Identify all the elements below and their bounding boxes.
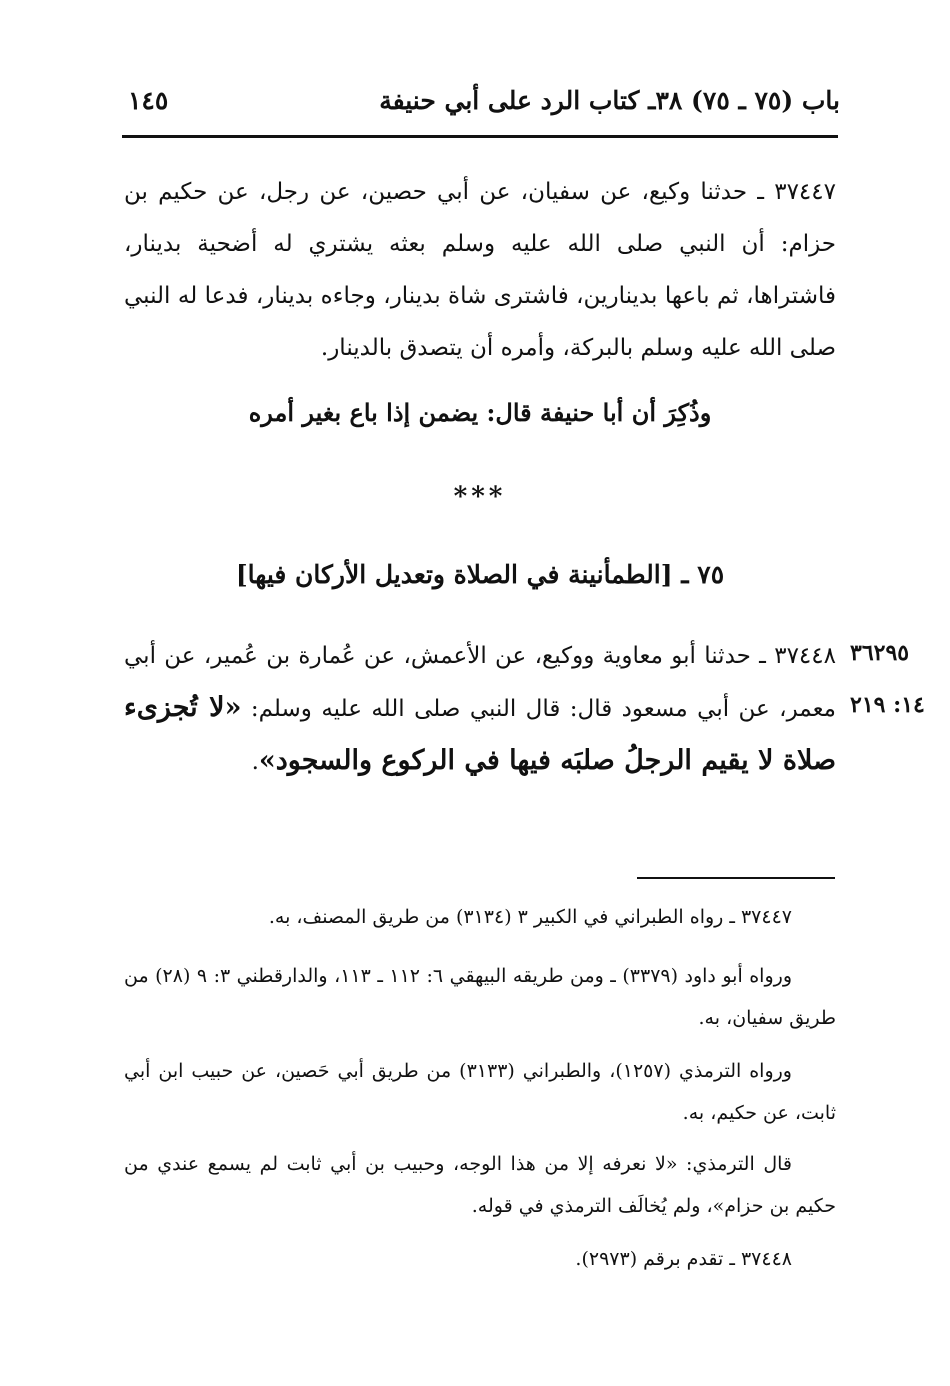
hadith-intro: ٣٧٤٤٨ ـ حدثنا أبو معاوية ووكيع، عن الأعمش، عن عُمارة بن عُمير، عن أبي معمر، عن أبي مسعود قال: قال النبي صلى الله عليه وسلم:	[124, 643, 836, 722]
footnote-5: ٣٧٤٤٨ ـ تقدم برقم (٢٩٧٣).	[575, 1248, 792, 1270]
footnote-rule	[637, 877, 835, 879]
section-title: ٧٥ ـ [الطمأنينة في الصلاة وتعديل الأركان فيها]	[235, 560, 725, 589]
hadith-37447: ٣٧٤٤٧ ـ حدثنا وكيع، عن سفيان، عن أبي حصين، عن رجل، عن حكيم بن حزام: أن النبي صلى الله عليه وسلم بعثه يشتري له أضحية بدينار، فاشتراها، ثم باعها بدينارين، فاشترى شاة بدينار، وجاءه بدينار، فدعا له النبي صلى الله عليه وسلم بالبركة، وأمره أن يتصدق بالدينار.	[124, 179, 836, 361]
footnote-1: ٣٧٤٤٧ ـ رواه الطبراني في الكبير ٣ (٣١٣٤) من طريق المصنف، به.	[268, 906, 792, 928]
footnote-3: ورواه الترمذي (١٢٥٧)، والطبراني (٣١٣٣) من طريق أبي حَصين، عن حبيب ابن أبي ثابت، عن حكيم، به.	[124, 1060, 836, 1124]
chapter-title: باب (٧٥ ـ ٧٥) ٣٨ـ كتاب الرد على أبي حنيفة	[379, 86, 840, 115]
margin-reference: ١٤: ٢١٩	[850, 692, 925, 718]
header-rule	[122, 135, 838, 138]
footnote-2: ورواه أبو داود (٣٣٧٩) ـ ومن طريقه البيهقي ٦: ١١٢ ـ ١١٣، والدارقطني ٣: ٩ (٢٨) من طريق سفيان، به.	[124, 965, 836, 1029]
footnote-4: قال الترمذي: «لا نعرفه إلا من هذا الوجه، وحبيب بن أبي ثابت لم يسمع عندي من حكيم بن حزام»، ولم يُخالَف الترمذي في قوله.	[124, 1153, 836, 1217]
abu-hanifa-claim: وذُكِرَ أن أبا حنيفة قال: يضمن إذا باع بغير أمره	[248, 398, 712, 427]
margin-reference: ٣٦٢٩٥	[850, 640, 910, 666]
hadith-quote: «لا تُجزىء صلاة لا يقيم الرجلُ صلبَه فيها في الركوع والسجود»	[124, 692, 836, 776]
page-number: ١٤٥	[128, 86, 169, 115]
running-header	[122, 86, 840, 126]
hadith-37448	[124, 630, 836, 788]
section-separator: ***	[453, 482, 507, 512]
hadith-end: .	[251, 749, 259, 775]
